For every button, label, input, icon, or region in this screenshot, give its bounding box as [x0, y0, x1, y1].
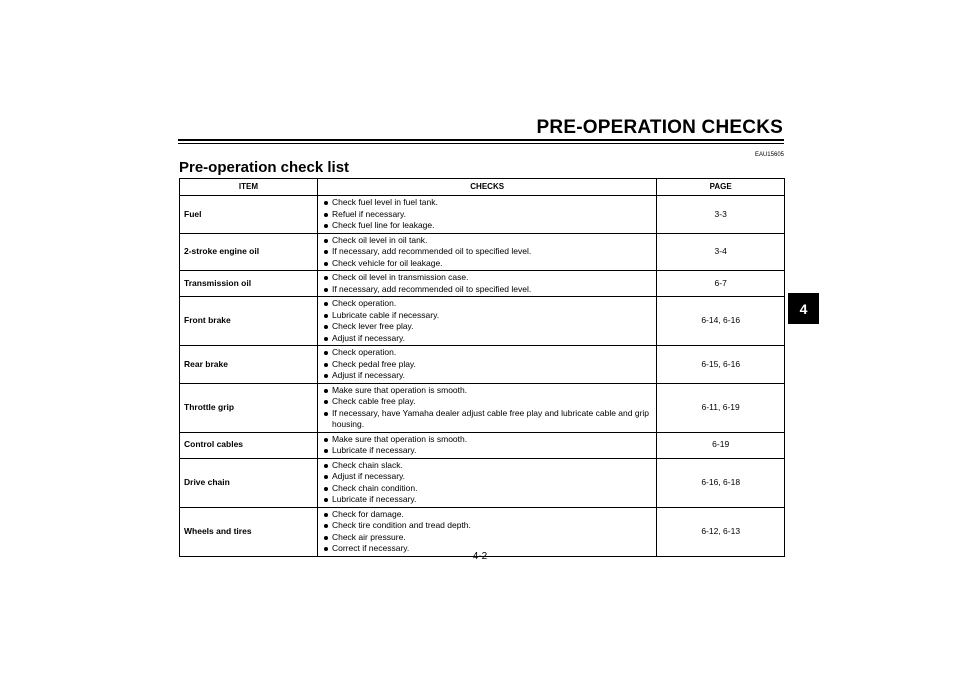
check-item: Check vehicle for oil leakage. — [321, 258, 656, 270]
page-ref-cell: 3-3 — [657, 196, 785, 234]
header-rule — [178, 139, 784, 141]
checks-cell — [317, 432, 656, 458]
table-row — [180, 383, 785, 432]
check-item: Lubricate if necessary. — [321, 445, 656, 457]
check-item: Adjust if necessary. — [321, 333, 656, 345]
item-cell: Wheels and tires — [180, 507, 318, 556]
page-ref-cell: 6-16, 6-18 — [657, 458, 785, 507]
page-ref-cell: 6-15, 6-16 — [657, 346, 785, 384]
page-number: 4-2 — [472, 551, 488, 562]
checks-cell — [317, 233, 656, 271]
check-item: Refuel if necessary. — [321, 209, 656, 221]
document-code: EAU15605 — [754, 152, 784, 158]
table-body — [180, 196, 785, 557]
check-item: Lubricate if necessary. — [321, 494, 656, 506]
item-cell: Control cables — [180, 432, 318, 458]
check-item: Adjust if necessary. — [321, 471, 656, 483]
check-item: Check chain slack. — [321, 460, 656, 472]
check-item: Check oil level in oil tank. — [321, 235, 656, 247]
table-row — [180, 271, 785, 297]
check-item: Check tire condition and tread depth. — [321, 520, 656, 532]
column-header-item: ITEM — [180, 179, 318, 196]
page-ref-cell: 6-11, 6-19 — [657, 383, 785, 432]
check-item: Check oil level in transmission case. — [321, 272, 656, 284]
check-item: Check fuel level in fuel tank. — [321, 197, 656, 209]
column-header-checks: CHECKS — [317, 179, 656, 196]
checks-list — [321, 197, 656, 232]
check-item: Check pedal free play. — [321, 359, 656, 371]
check-item: Lubricate cable if necessary. — [321, 310, 656, 322]
chapter-tab: 4 — [788, 293, 819, 324]
table-row — [180, 196, 785, 234]
checks-list — [321, 460, 656, 506]
item-cell: Fuel — [180, 196, 318, 234]
checks-cell — [317, 271, 656, 297]
item-cell: Throttle grip — [180, 383, 318, 432]
check-item: Adjust if necessary. — [321, 370, 656, 382]
page-header-title: PRE-OPERATION CHECKS — [536, 117, 783, 138]
checks-list — [321, 347, 656, 382]
item-cell: Front brake — [180, 297, 318, 346]
check-item: If necessary, add recommended oil to specified level. — [321, 284, 656, 296]
checks-cell — [317, 196, 656, 234]
check-list-table — [179, 178, 785, 557]
section-title: Pre-operation check list — [179, 159, 350, 176]
check-item: If necessary, have Yamaha dealer adjust cable free play and lubricate cable and grip housing. — [321, 408, 656, 431]
check-item: Check for damage. — [321, 509, 656, 521]
table-row — [180, 458, 785, 507]
check-item: Check cable free play. — [321, 396, 656, 408]
page-ref-cell: 6-12, 6-13 — [657, 507, 785, 556]
check-item: Check lever free play. — [321, 321, 656, 333]
checks-cell — [317, 383, 656, 432]
table-row — [180, 233, 785, 271]
page-ref-cell: 3-4 — [657, 233, 785, 271]
checks-list — [321, 434, 656, 457]
table-header-row — [180, 179, 785, 196]
page-ref-cell: 6-7 — [657, 271, 785, 297]
column-header-page: PAGE — [657, 179, 785, 196]
item-cell: Transmission oil — [180, 271, 318, 297]
checks-cell — [317, 297, 656, 346]
table-row — [180, 507, 785, 556]
item-cell: Rear brake — [180, 346, 318, 384]
page-ref-cell: 6-19 — [657, 432, 785, 458]
header-rule-thin — [178, 143, 784, 144]
check-item: Check operation. — [321, 298, 656, 310]
checks-cell — [317, 458, 656, 507]
checks-list — [321, 235, 656, 270]
checks-list — [321, 272, 656, 295]
checks-cell — [317, 346, 656, 384]
check-item: Check fuel line for leakage. — [321, 220, 656, 232]
check-item: Check air pressure. — [321, 532, 656, 544]
item-cell: Drive chain — [180, 458, 318, 507]
check-item: If necessary, add recommended oil to specified level. — [321, 246, 656, 258]
check-item: Make sure that operation is smooth. — [321, 385, 656, 397]
checks-list — [321, 385, 656, 431]
checks-list — [321, 509, 656, 555]
page-ref-cell: 6-14, 6-16 — [657, 297, 785, 346]
check-item: Make sure that operation is smooth. — [321, 434, 656, 446]
checks-list — [321, 298, 656, 344]
table-row — [180, 432, 785, 458]
table-row — [180, 346, 785, 384]
check-item: Check operation. — [321, 347, 656, 359]
table-row — [180, 297, 785, 346]
check-item: Check chain condition. — [321, 483, 656, 495]
item-cell: 2-stroke engine oil — [180, 233, 318, 271]
check-item: Correct if necessary. — [321, 543, 656, 555]
checks-cell — [317, 507, 656, 556]
